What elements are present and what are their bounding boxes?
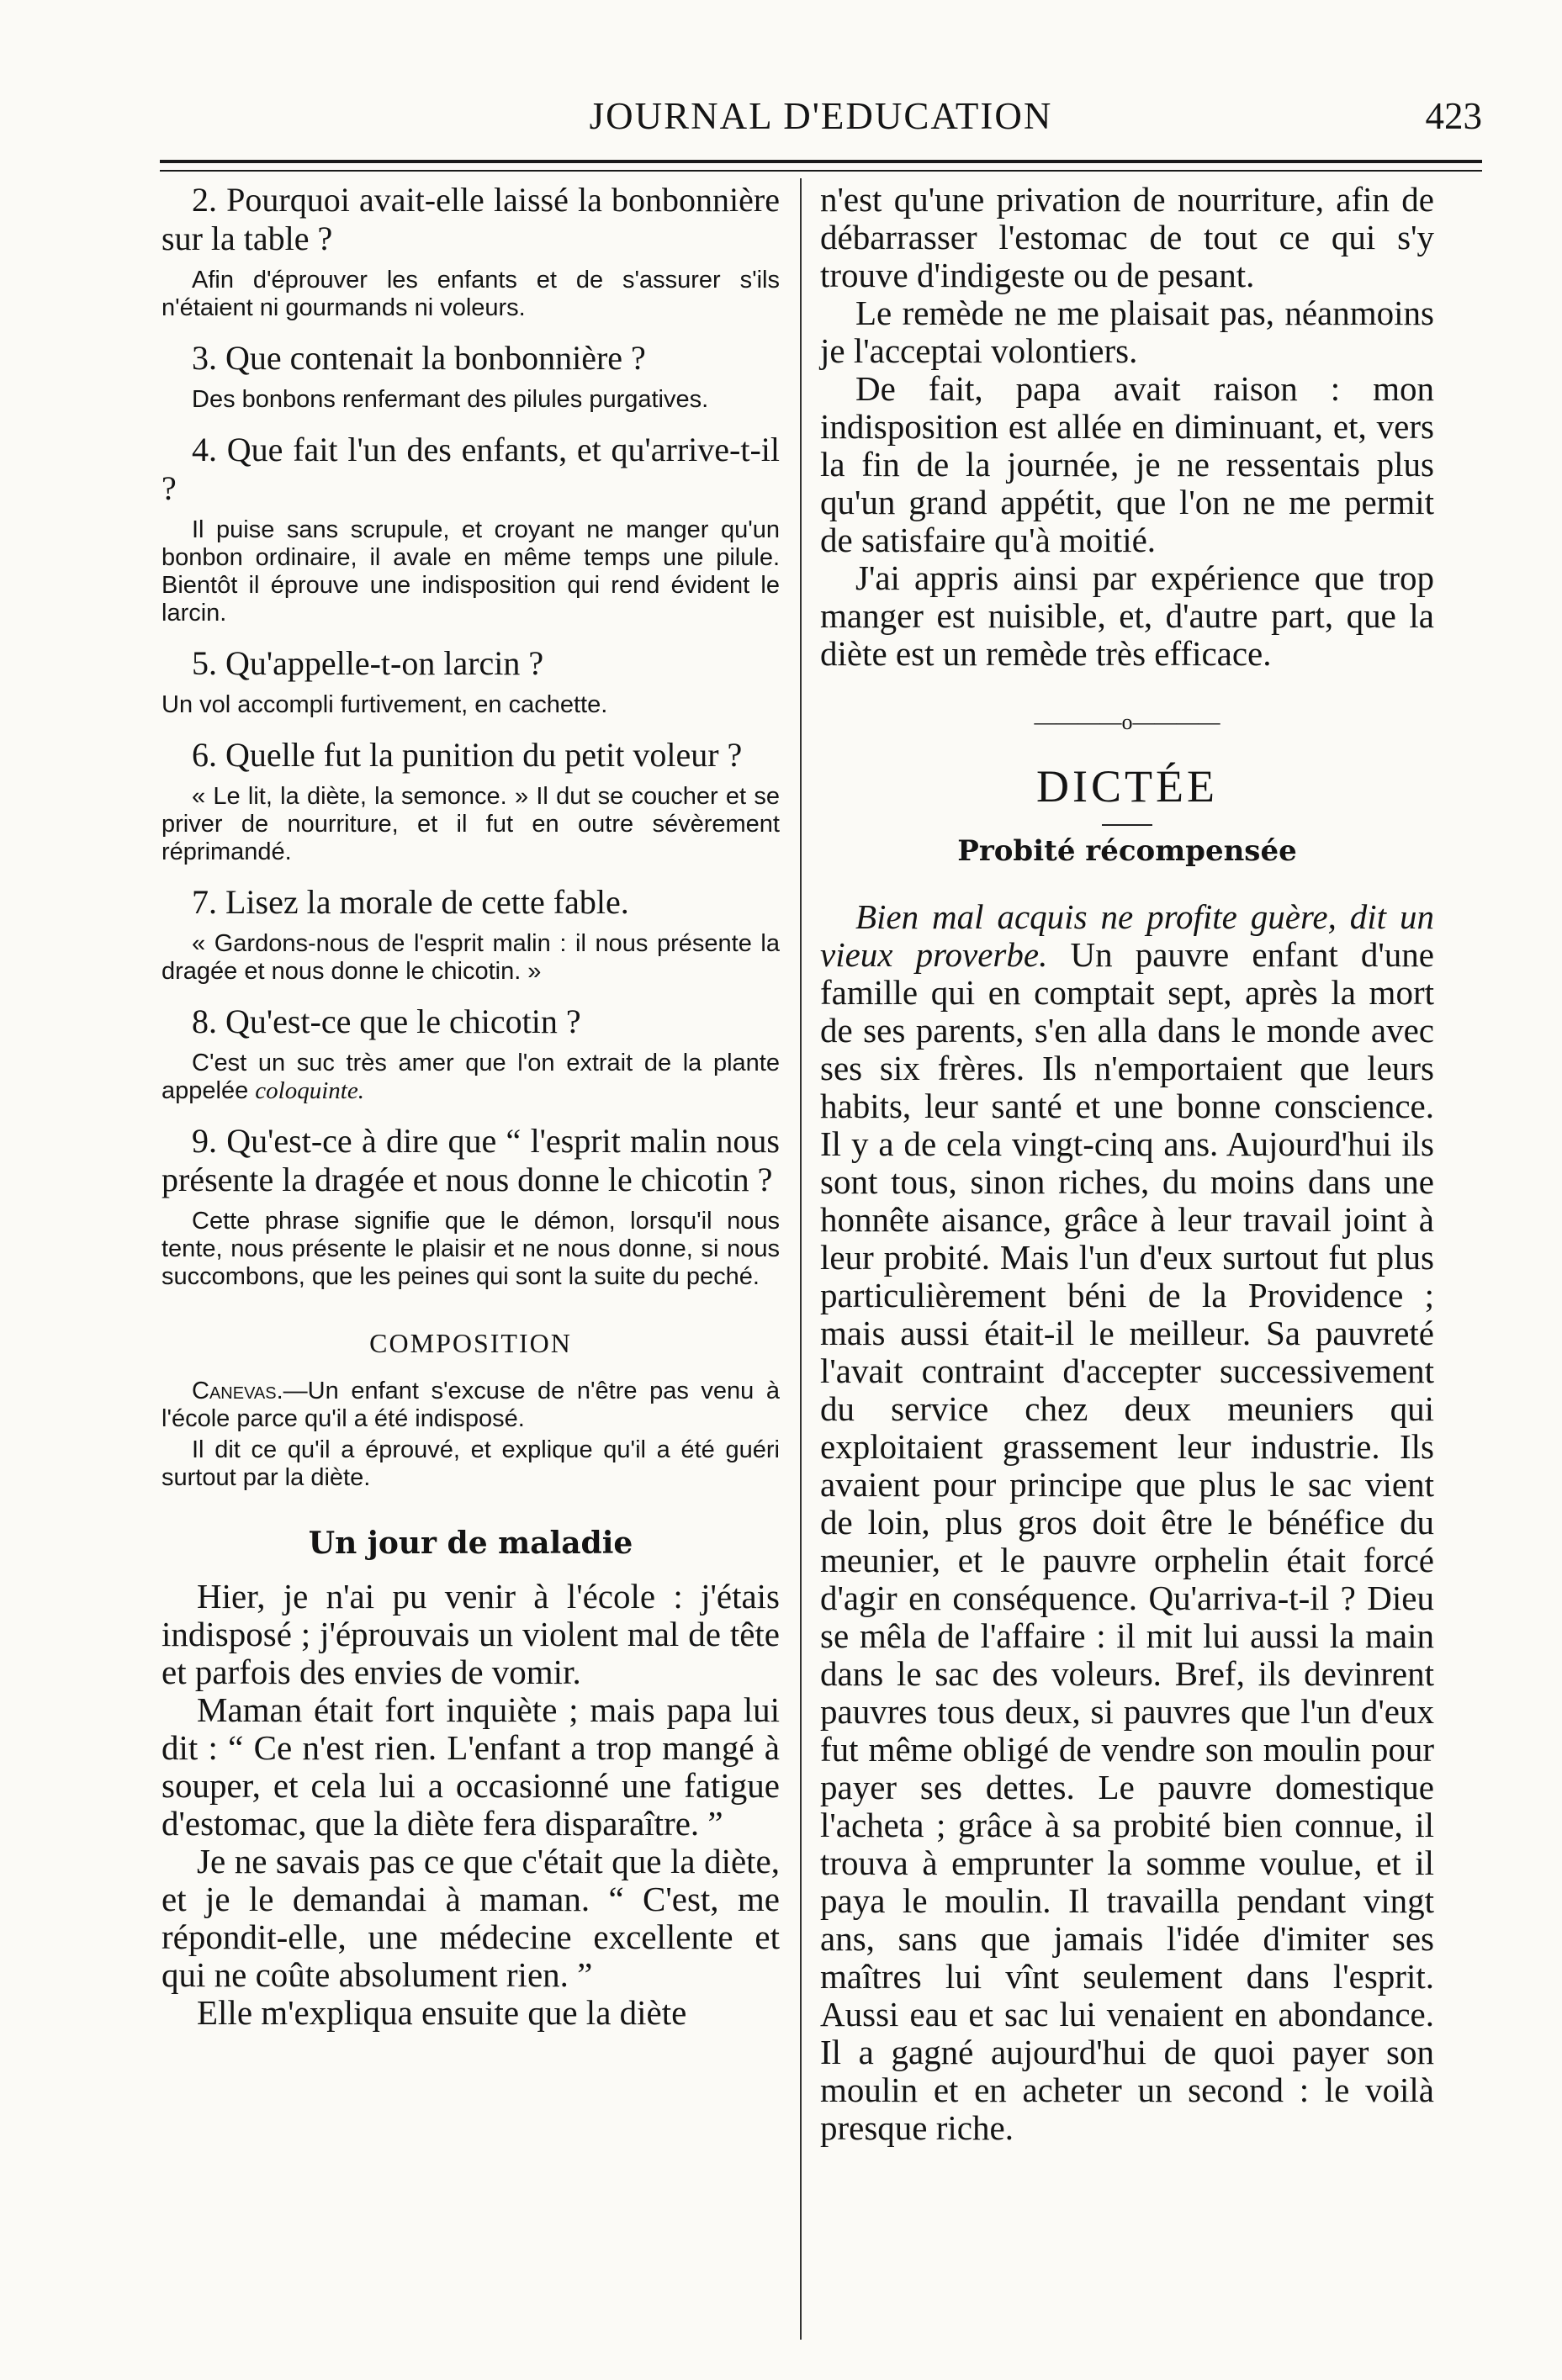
answer-2: Afin d'éprouver les enfants et de s'assurer s'ils n'étaient ni gourmands ni voleurs. — [161, 267, 780, 321]
answer-3: Des bonbons renfermant des pilules purgatives. — [192, 386, 709, 413]
dictee-title: DICTÉE — [1036, 761, 1218, 812]
question-2: 2. Pourquoi avait-elle laissé la bonbonnière sur la table ? — [161, 181, 780, 257]
answer-8 — [161, 1050, 780, 1105]
dictee-text — [820, 898, 1434, 2147]
canevas-text-1: —Un enfant s'excuse de n'être pas venu à l'école parce qu'il a été indisposé. — [161, 1378, 780, 1432]
story-paragraph-6: Le remède ne me plaisait pas, néanmoins je l'acceptai volontiers. — [820, 294, 1434, 370]
canevas-label: Canevas. — [192, 1378, 283, 1404]
canevas-line-2: Il dit ce qu'il a éprouvé, et explique qu'il a été guéri surtout par la diète. — [161, 1436, 780, 1491]
story-paragraph-3: Je ne savais pas ce que c'était que la diète, et je le demandai à maman. “ C'est, me répondit-elle, une médecine excellente et qui ne coûte absolument rien. ” — [161, 1842, 780, 1994]
header-rule-thin — [160, 170, 1482, 172]
question-3: 3. Que contenait la bonbonnière ? — [192, 339, 646, 377]
section-separator: ————o———— — [1034, 710, 1220, 734]
dictee-body: Un pauvre enfant d'une famille qui en comptait sept, après la mort de ses parents, s'en alla dans le monde avec ses six frères. Ils n'emportaient que leurs habits, leur santé et une bonne conscience. Il y a de cela vingt-cinq ans. Aujourd'hui ils sont tous, sinon riches, du moins dans une honnête aisance, grâce à leur travail joint à leur probité. Mais l'un d'eux surtout fut plus particulièrement béni de la Providence ; mais aussi était-il le meilleur. Sa pauvreté l'avait contraint d'accepter successivement du service chez deux meuniers qui exploitaient grassement leur industrie. Ils avaient pour principe que plus le sac vient de loin, plus gros doit être le bénéfice du meunier, et le pauvre orphelin était forcé d'agir en conséquence. Qu'arriva-t-il ? Dieu se mêla de l'affaire : il mit lui aussi la main dans le sac des voleurs. Bref, ils devinrent pauvres tous deux, si pauvres que l'un d'eux fut même obligé de vendre son moulin pour payer ses dettes. Le pauvre domestique l'acheta ; grâce à sa probité bien connue, il trouva à emprunter la somme voulue, et il paya le moulin. Il travailla pendant vingt ans, sans que jamais l'idée d'imiter ses maîtres lui vînt seulement dans l'esprit. Aussi eau et sac lui venaient en abondance. Il a gagné aujourd'hui de quoi payer son moulin et en acheter un second : le voilà presque riche. — [820, 935, 1435, 2147]
story-paragraph-4: Elle m'expliqua ensuite que la diète — [197, 1993, 687, 2032]
question-7: 7. Lisez la morale de cette fable. — [192, 883, 629, 921]
dictee-proverb: Bien mal acquis ne profite guère, dit un vieux proverbe. — [820, 897, 1434, 974]
answer-6: « Le lit, la diète, la semonce. » Il dut se coucher et se priver de nourriture, et il fut en outre sévèrement réprimandé. — [161, 783, 780, 865]
canevas-line-1 — [161, 1378, 780, 1433]
story-paragraph-2: Maman était fort inquiète ; mais papa lui dit : “ Ce n'est rien. L'enfant a trop mangé à souper, et cela lui a occasionné une fatigue d'estomac, que la diète fera disparaître. ” — [161, 1690, 780, 1843]
story-paragraph-1: Hier, je n'ai pu venir à l'école : j'étais indisposé ; j'éprouvais un violent mal de tête et parfois des envies de vomir. — [161, 1577, 780, 1691]
question-9: 9. Qu'est-ce à dire que “ l'esprit malin nous présente la dragée et nous donne le chicotin ? — [161, 1122, 780, 1198]
answer-7: « Gardons-nous de l'esprit malin : il nous présente la dragée et nous donne le chicotin. » — [161, 930, 780, 985]
header-rule-thick — [160, 160, 1482, 163]
dictee-dash — [1102, 824, 1152, 826]
page-header — [160, 94, 1482, 145]
answer-9: Cette phrase signifie que le démon, lorsqu'il nous tente, nous présente le plaisir et ne nous donne, si nous succombons, que les peines qui sont la suite du peché. — [161, 1208, 780, 1290]
dictee-subtitle: Probité récompensée — [957, 834, 1297, 868]
answer-4: Il puise sans scrupule, et croyant ne manger qu'un bonbon ordinaire, il avale en même temps une pilule. Bientôt il éprouve une indisposition qui rend évident le larcin. — [161, 516, 780, 627]
question-5: 5. Qu'appelle-t-on larcin ? — [192, 644, 544, 682]
composition-heading: COMPOSITION — [369, 1328, 572, 1358]
answer-8-text: C'est un suc très amer que l'on extrait de la plante appelée — [161, 1050, 780, 1104]
question-8: 8. Qu'est-ce que le chicotin ? — [192, 1002, 581, 1040]
right-column — [820, 181, 1434, 2147]
running-title: JOURNAL D'EDUCATION — [589, 95, 1053, 137]
story-paragraph-8: J'ai appris ainsi par expérience que trop manger est nuisible, et, d'autre part, que la diète est un remède très efficace. — [820, 558, 1434, 673]
question-4: 4. Que fait l'un des enfants, et qu'arrive-t-il ? — [161, 431, 780, 507]
question-6: 6. Quelle fut la punition du petit voleur ? — [192, 736, 743, 774]
story-title: Un jour de maladie — [308, 1526, 633, 1561]
story-paragraph-7: De fait, papa avait raison : mon indisposition est allée en diminuant, et, vers la fin de la journée, je ne ressentais plus qu'un grand appétit, que l'on ne me permit de satisfaire qu'à moitié. — [820, 369, 1434, 559]
answer-8-term: coloquinte. — [255, 1077, 364, 1104]
answer-5: Un vol accompli furtivement, en cachette. — [161, 691, 608, 718]
left-column — [161, 181, 780, 2032]
page-number: 423 — [1425, 95, 1482, 137]
column-divider — [800, 178, 802, 2340]
story-paragraph-5: n'est qu'une privation de nourriture, afin de débarrasser l'estomac de tout ce qui s'y trouve d'indigeste ou de pesant. — [820, 180, 1434, 294]
